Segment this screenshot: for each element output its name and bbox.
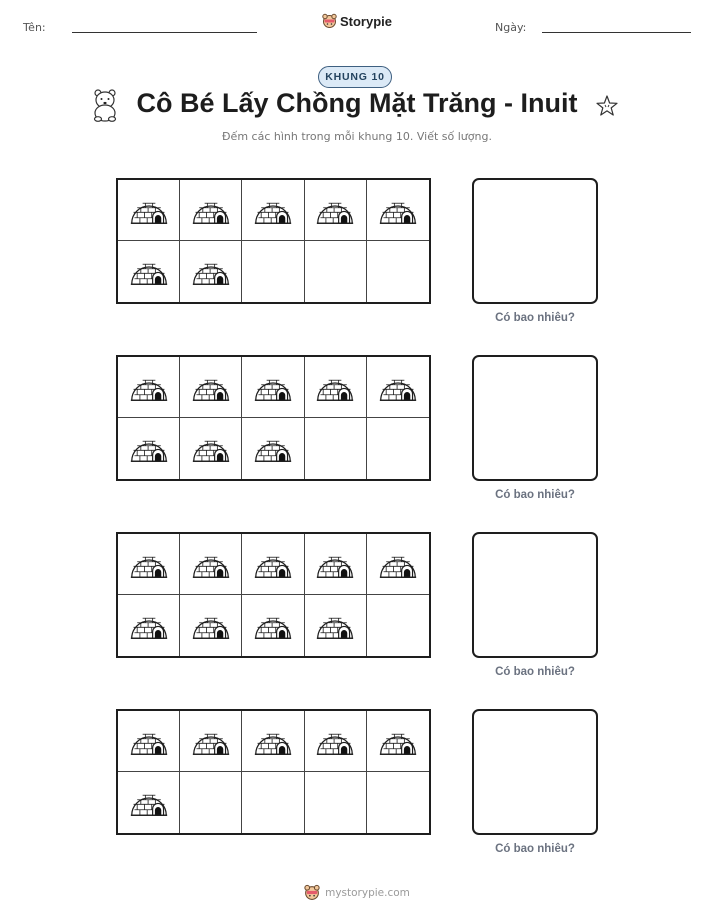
igloo-icon: [129, 725, 169, 758]
answer-box[interactable]: [472, 355, 598, 481]
igloo-icon: [253, 725, 293, 758]
igloo-icon: [315, 725, 355, 758]
ten-frame: [116, 532, 431, 658]
ten-frame-cell: [242, 711, 304, 772]
ten-frame-cell: [180, 772, 242, 833]
igloo-icon: [191, 725, 231, 758]
ten-frame-cell: [305, 418, 367, 479]
storypie-mascot-icon: [322, 13, 337, 29]
ten-frame-cell: [242, 534, 304, 595]
answer-box[interactable]: [472, 178, 598, 304]
igloo-icon: [315, 371, 355, 404]
igloo-icon: [191, 609, 231, 642]
ten-frame-cell: [242, 241, 304, 302]
how-many-label: Có bao nhiêu?: [495, 489, 575, 501]
answer-box[interactable]: [472, 709, 598, 835]
brand-name: Storypie: [339, 13, 392, 29]
igloo-icon: [378, 548, 418, 581]
ten-frame-cell: [180, 711, 242, 772]
date-label: Ngày:: [495, 21, 527, 34]
brand-logo: [0, 13, 714, 29]
ten-frame-cell: [305, 357, 367, 418]
igloo-icon: [129, 609, 169, 642]
ten-frame-cell: [367, 357, 429, 418]
ten-frame-cell: [118, 534, 180, 595]
ten-frame-cell: [305, 241, 367, 302]
name-line[interactable]: [72, 32, 257, 33]
ten-frame-cell: [305, 595, 367, 656]
ten-frame-cell: [242, 418, 304, 479]
ten-frame-cell: [118, 418, 180, 479]
name-label: Tên:: [23, 21, 46, 34]
igloo-icon: [378, 725, 418, 758]
ten-frame-cell: [242, 180, 304, 241]
date-line[interactable]: [542, 32, 691, 33]
ten-frame: [116, 178, 431, 304]
igloo-icon: [315, 609, 355, 642]
ten-frame-badge: KHUNG 10: [318, 66, 392, 88]
igloo-icon: [129, 548, 169, 581]
ten-frame-cell: [118, 241, 180, 302]
ten-frame-cell: [180, 534, 242, 595]
igloo-icon: [315, 194, 355, 227]
igloo-icon: [191, 371, 231, 404]
igloo-icon: [253, 609, 293, 642]
ten-frame-cell: [180, 418, 242, 479]
igloo-icon: [191, 194, 231, 227]
ten-frame-cell: [118, 180, 180, 241]
ten-frame-cell: [118, 595, 180, 656]
footer: [0, 884, 714, 901]
ten-frame-cell: [180, 595, 242, 656]
ten-frame-cell: [180, 241, 242, 302]
ten-frame-cell: [305, 772, 367, 833]
star-icon: [595, 94, 619, 118]
igloo-icon: [129, 371, 169, 404]
ten-frame-cell: [180, 180, 242, 241]
footer-url[interactable]: mystorypie.com: [325, 886, 410, 899]
ten-frame-cell: [242, 595, 304, 656]
ten-frame-cell: [180, 357, 242, 418]
ten-frame-cell: [367, 772, 429, 833]
igloo-icon: [315, 548, 355, 581]
igloo-icon: [253, 432, 293, 465]
storypie-mascot-icon: [304, 884, 320, 901]
how-many-label: Có bao nhiêu?: [495, 666, 575, 678]
ten-frame-cell: [118, 357, 180, 418]
igloo-icon: [253, 548, 293, 581]
ten-frame-cell: [305, 534, 367, 595]
ten-frame-cell: [367, 418, 429, 479]
ten-frame: [116, 709, 431, 835]
ten-frame-cell: [305, 711, 367, 772]
igloo-icon: [378, 194, 418, 227]
how-many-label: Có bao nhiêu?: [495, 843, 575, 855]
instructions: Đếm các hình trong mỗi khung 10. Viết số lượng.: [222, 130, 492, 143]
igloo-icon: [378, 371, 418, 404]
ten-frame-cell: [118, 772, 180, 833]
ten-frame-cell: [305, 180, 367, 241]
igloo-icon: [191, 432, 231, 465]
igloo-icon: [129, 194, 169, 227]
ten-frame-cell: [367, 180, 429, 241]
igloo-icon: [129, 432, 169, 465]
answer-box[interactable]: [472, 532, 598, 658]
igloo-icon: [253, 194, 293, 227]
ten-frame-cell: [367, 241, 429, 302]
ten-frame-cell: [242, 357, 304, 418]
igloo-icon: [129, 786, 169, 819]
how-many-label: Có bao nhiêu?: [495, 312, 575, 324]
ten-frame-cell: [242, 772, 304, 833]
igloo-icon: [253, 371, 293, 404]
ten-frame-cell: [367, 711, 429, 772]
igloo-icon: [191, 255, 231, 288]
ten-frame-cell: [367, 534, 429, 595]
ten-frame-cell: [367, 595, 429, 656]
page-title: Cô Bé Lấy Chồng Mặt Trăng - Inuit: [136, 88, 578, 118]
igloo-icon: [129, 255, 169, 288]
igloo-icon: [191, 548, 231, 581]
ten-frame-cell: [118, 711, 180, 772]
ten-frame: [116, 355, 431, 481]
